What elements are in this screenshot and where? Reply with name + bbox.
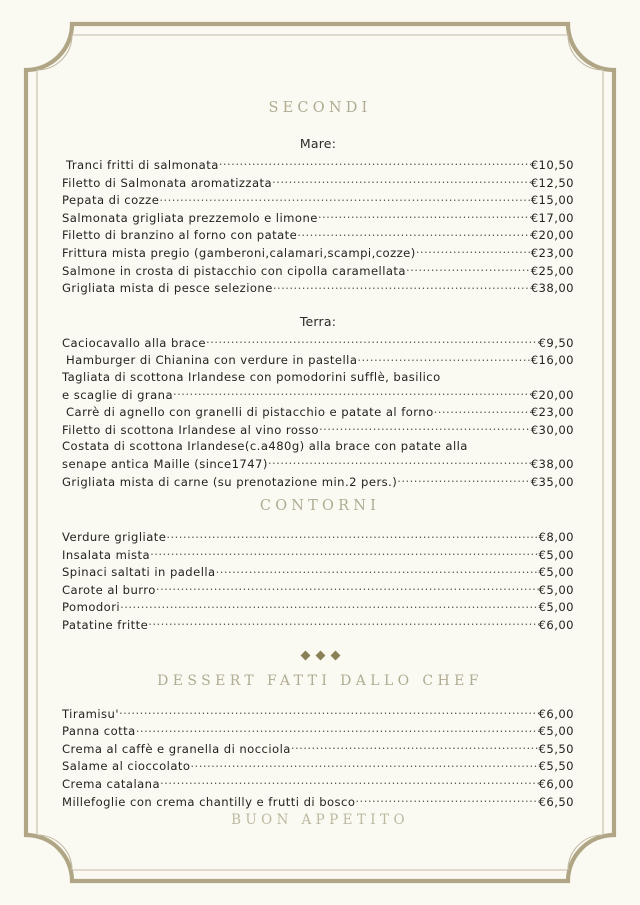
- terra-item-list: [62, 334, 574, 490]
- item-price: €5,00: [538, 547, 574, 562]
- item-name: Carrè di agnello con granelli di pistacchio e patate al forno: [66, 405, 434, 420]
- item-name: Salmone in crosta di pistacchio con cipolla caramellata: [62, 263, 406, 278]
- item-price: €20,00: [530, 387, 574, 402]
- item-name: Frittura mista pregio (gamberoni,calamari,scampi,cozze): [62, 245, 416, 260]
- leader-dots: [355, 793, 538, 806]
- menu-item: [62, 740, 574, 758]
- item-price: €38,00: [530, 281, 574, 296]
- leader-dots: [160, 775, 539, 788]
- menu-item: [62, 528, 574, 546]
- menu-item: [62, 473, 574, 491]
- item-name: Crema al caffè e granella di nocciola: [62, 741, 291, 756]
- menu-item: [62, 705, 574, 723]
- diamond-icon: [300, 650, 310, 660]
- item-name-line1: Tagliata di scottona Irlandese con pomodorini sufflè, basilico: [62, 369, 441, 384]
- leader-dots: [272, 174, 531, 187]
- item-name: Grigliata mista di pesce selezione: [62, 281, 273, 296]
- menu-item: [62, 598, 574, 616]
- item-name: Caciocavallo alla brace: [62, 335, 206, 350]
- subheading-mare: Mare:: [299, 136, 337, 151]
- menu-item: [62, 793, 574, 811]
- section-heading-contorni: CONTORNI: [259, 498, 381, 515]
- menu-item: [62, 174, 574, 192]
- leader-dots: [397, 473, 530, 486]
- item-name: Hamburger di Chianina con verdure in pastella: [66, 353, 358, 368]
- item-name: Tranci fritti di salmonata: [66, 158, 219, 172]
- item-name: Crema catalana: [62, 777, 161, 792]
- contorni-item-list: [62, 528, 574, 634]
- item-name: Pepata di cozze: [62, 193, 160, 208]
- leader-dots: [148, 616, 538, 629]
- ornament-divider: [62, 652, 574, 659]
- menu-item: [62, 279, 574, 297]
- item-price: €6,00: [538, 706, 574, 721]
- leader-dots: [416, 244, 531, 257]
- leader-dots: [357, 351, 530, 364]
- leader-dots: [406, 262, 531, 275]
- item-price: €12,50: [530, 175, 574, 190]
- item-name: Panna cotta: [62, 724, 136, 739]
- leader-dots: [150, 546, 538, 559]
- section-heading-dessert: DESSERT FATTI DALLO CHEF: [157, 672, 483, 689]
- menu-item: [62, 421, 574, 439]
- item-name: Insalata mista: [62, 547, 151, 562]
- item-price: €6,00: [538, 618, 574, 633]
- item-price: €9,50: [538, 335, 574, 350]
- menu-content: [62, 100, 574, 828]
- item-name: Tiramisu': [62, 706, 119, 721]
- menu-item: [62, 369, 574, 403]
- leader-dots: [319, 421, 531, 434]
- leader-dots: [318, 209, 531, 222]
- subheading-terra: Terra:: [299, 313, 337, 329]
- item-name: Spinaci saltati in padella: [62, 565, 216, 580]
- item-name-line1: Costata di scottona Irlandese(c.a480g) alla brace con patate alla: [62, 439, 468, 454]
- leader-dots: [206, 334, 539, 347]
- item-name: Filetto di branzino al forno con patate: [62, 228, 298, 243]
- item-name: Verdure grigliate: [62, 530, 167, 545]
- leader-dots: [173, 386, 531, 399]
- item-price: €10,50: [530, 158, 574, 172]
- menu-item: [62, 616, 574, 634]
- item-price: €20,00: [530, 228, 574, 243]
- leader-dots: [166, 528, 538, 541]
- item-price: €5,00: [538, 600, 574, 615]
- item-name: Filetto di scottona Irlandese al vino rosso: [62, 422, 319, 437]
- item-price: €5,00: [538, 724, 574, 739]
- item-name: Filetto di Salmonata aromatizzata: [62, 175, 273, 190]
- menu-item: [62, 403, 574, 421]
- leader-dots: [119, 705, 539, 718]
- menu-item: [62, 563, 574, 581]
- item-price: €23,00: [530, 405, 574, 420]
- footer-buon-appetito: BUON APPETITO: [231, 812, 409, 829]
- menu-item: [62, 156, 574, 174]
- item-name-line2-row: [62, 455, 574, 473]
- item-name: Millefoglie con crema chantilly e frutti di bosco: [62, 794, 356, 809]
- leader-dots: [136, 722, 539, 735]
- item-price: €17,00: [530, 210, 574, 225]
- leader-dots: [120, 598, 538, 611]
- item-price: €5,00: [538, 565, 574, 580]
- item-name: Carote al burro: [62, 582, 156, 597]
- item-price: €8,00: [538, 530, 574, 545]
- leader-dots: [216, 563, 539, 576]
- item-name: Grigliata mista di carne (su prenotazione min.2 pers.): [62, 474, 398, 489]
- item-name: Salame al cioccolato: [62, 759, 191, 774]
- item-price: €25,00: [530, 263, 574, 278]
- menu-item: [62, 334, 574, 352]
- item-name: Pomodori: [62, 600, 121, 615]
- leader-dots: [268, 455, 531, 468]
- item-name: e scaglie di grana: [62, 387, 174, 402]
- menu-item: [62, 722, 574, 740]
- menu-item: [62, 209, 574, 227]
- menu-item: [62, 226, 574, 244]
- item-name: Patatine fritte: [62, 618, 149, 633]
- item-price: €35,00: [530, 474, 574, 489]
- menu-item: [62, 244, 574, 262]
- dessert-item-list: [62, 705, 574, 811]
- leader-dots: [219, 156, 531, 169]
- item-name: senape antica Maille (since1747): [62, 456, 268, 471]
- item-price: €15,00: [530, 193, 574, 208]
- menu-item: [62, 775, 574, 793]
- leader-dots: [297, 226, 530, 239]
- menu-item: [62, 546, 574, 564]
- mare-item-list: [62, 156, 574, 297]
- item-price: €30,00: [530, 422, 574, 437]
- leader-dots: [273, 279, 531, 292]
- item-name-line2-row: [62, 386, 574, 404]
- leader-dots: [190, 757, 538, 770]
- leader-dots: [156, 581, 539, 594]
- menu-item: [62, 191, 574, 209]
- menu-item: [62, 262, 574, 280]
- menu-item: [62, 581, 574, 599]
- menu-item: [62, 757, 574, 775]
- section-heading-secondi: SECONDI: [268, 100, 372, 116]
- item-name: Salmonata grigliata prezzemolo e limone: [62, 210, 318, 225]
- item-price: €6,00: [538, 777, 574, 792]
- leader-dots: [291, 740, 539, 753]
- menu-item: [62, 351, 574, 369]
- leader-dots: [434, 403, 531, 416]
- item-price: €16,00: [530, 353, 574, 368]
- diamond-icon: [330, 650, 340, 660]
- menu-item: [62, 438, 574, 472]
- item-price: €5,00: [538, 582, 574, 597]
- item-price: €5,50: [538, 741, 574, 756]
- diamond-icon: [315, 650, 325, 660]
- item-price: €38,00: [530, 456, 574, 471]
- item-price: €6,50: [538, 794, 574, 809]
- item-price: €23,00: [530, 245, 574, 260]
- leader-dots: [159, 191, 530, 204]
- item-price: €5,50: [538, 759, 574, 774]
